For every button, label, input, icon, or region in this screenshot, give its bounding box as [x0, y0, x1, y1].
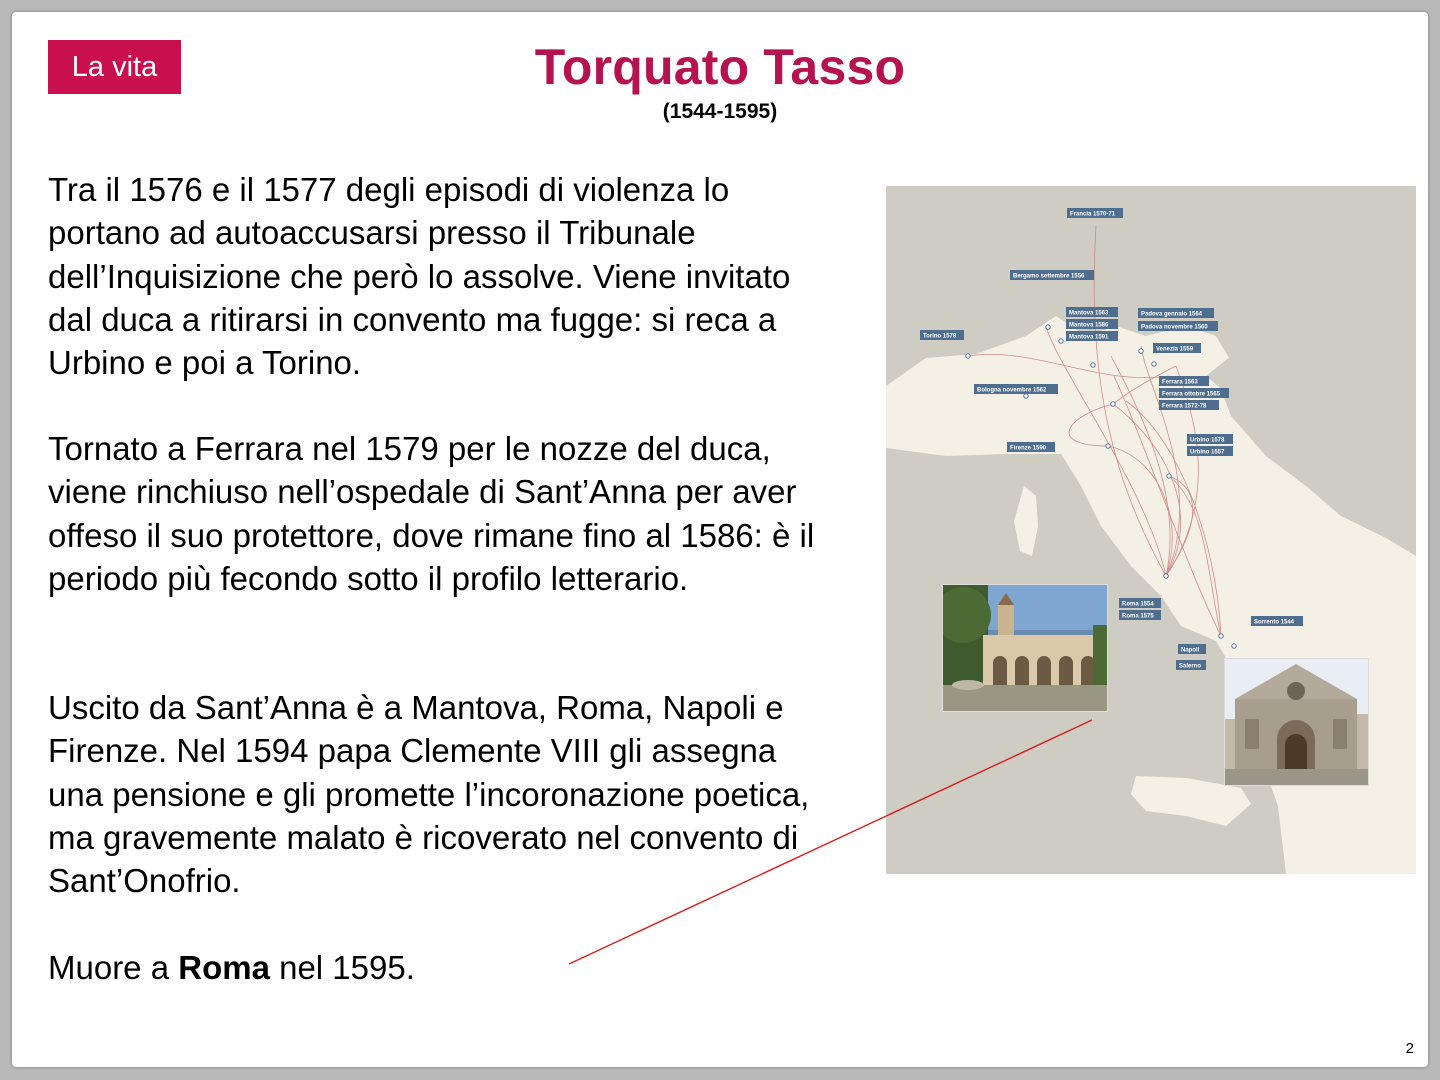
page-number: 2 [1405, 1040, 1414, 1057]
svg-text:Sorrento 1544: Sorrento 1544 [1254, 619, 1295, 626]
slide [12, 12, 1428, 1067]
death-text-after: nel 1595. [269, 949, 415, 986]
svg-text:Ferrara 1563: Ferrara 1563 [1162, 379, 1198, 386]
svg-text:Padova novembre 1560: Padova novembre 1560 [1141, 324, 1208, 331]
roma-pointer-line [12, 12, 1428, 1067]
svg-text:Ferrara 1572-78: Ferrara 1572-78 [1162, 403, 1207, 410]
svg-text:Mantova 1563: Mantova 1563 [1069, 310, 1109, 317]
paragraph-inquisition: Tra il 1576 e il 1577 degli episodi di violenza lo portano ad autoaccusarsi presso il Tribunale dell’Inquisizione che però lo assolve. Viene invitato dal duca a ritirarsi in convento ma fugge: si reca a Urbino e poi a Torino. [48, 171, 791, 382]
svg-text:Padova gennaio 1564: Padova gennaio 1564 [1141, 311, 1203, 318]
paragraph-last-years: Uscito da Sant’Anna è a Mantova, Roma, Napoli e Firenze. Nel 1594 papa Clemente VIII gli assegna una pensione e gli promette l’incoronazione poetica, ma gravemente malato è ricoverato nel convento di Sant’Onofrio. [48, 689, 810, 900]
svg-text:Torino 1578: Torino 1578 [923, 333, 957, 340]
svg-text:Firenze 1590: Firenze 1590 [1010, 445, 1047, 452]
death-place: Roma [178, 949, 270, 986]
paragraph-sant-anna: Tornato a Ferrara nel 1579 per le nozze del duca, viene rinchiuso nell’ospedale di Sant’Anna per aver offeso il suo protettore, dove rimane fino al 1586: è il periodo più fecondo sotto il profilo letterario. [48, 430, 815, 597]
svg-text:Bologna novembre 1562: Bologna novembre 1562 [977, 387, 1047, 394]
svg-text:Venezia 1559: Venezia 1559 [1156, 346, 1194, 353]
section-badge: La vita [48, 40, 181, 94]
svg-text:Roma 1575: Roma 1575 [1122, 613, 1154, 620]
svg-text:Francia 1570-71: Francia 1570-71 [1070, 211, 1116, 218]
death-text-before: Muore a [48, 949, 179, 986]
svg-text:Ferrara ottobre 1565: Ferrara ottobre 1565 [1162, 391, 1221, 398]
svg-text:Napoli: Napoli [1181, 647, 1200, 654]
svg-text:Mantova 1586: Mantova 1586 [1069, 322, 1109, 329]
svg-text:Urbino 1557: Urbino 1557 [1190, 449, 1225, 456]
svg-text:Roma 1554: Roma 1554 [1122, 601, 1154, 608]
slide-subtitle: (1544-1595) [662, 100, 778, 123]
svg-text:Bergamo settembre 1556: Bergamo settembre 1556 [1013, 273, 1085, 280]
svg-text:Urbino 1578: Urbino 1578 [1190, 437, 1225, 444]
svg-text:Mantova 1591: Mantova 1591 [1069, 334, 1109, 341]
slide-title: Torquato Tasso [534, 39, 906, 95]
svg-text:Salerno: Salerno [1179, 663, 1202, 670]
